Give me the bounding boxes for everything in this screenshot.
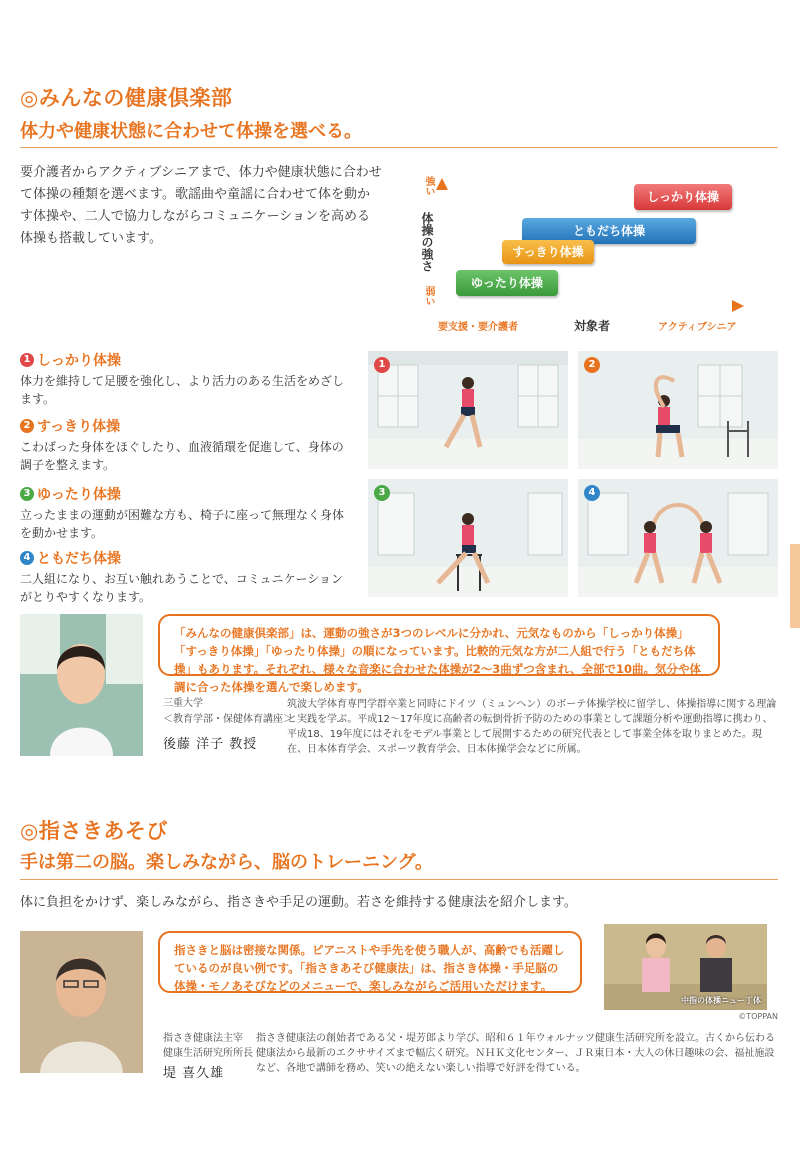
exercise-photo-image [578, 351, 778, 469]
exercise-title: ゆったり体操 [37, 487, 121, 503]
section1-divider [20, 147, 778, 148]
exercise-description: 体力を維持して足腰を強化し、より活力のある生活をめざします。 [20, 374, 345, 406]
exercise-title: しっかり体操 [37, 353, 121, 369]
professor-bio: 筑波大学体育専門学群卒業と同時にドイツ（ミュンヘン）のボーテ体操学校に留学し、体操指導に関する理論と実践を学ぶ。平成12〜17年度に高齢者の転倒骨折予防のための事業として課題分析や運動指導に携わり、平成18、19年度にはそれをモデル事業として展開するための研究代表として事業全体を取りまとめた。現在、日本体育学会、スポーツ教育学会、日本体操学会などに所属。 [287, 699, 777, 755]
x-axis-right-label: アクティブシニア [658, 322, 737, 333]
y-axis-label: 体操の強さ [420, 212, 434, 272]
instructor-portrait [20, 931, 143, 1073]
exercise-photo-3 [368, 479, 568, 597]
section1-title: ◎みんなの健康倶楽部 [20, 86, 233, 110]
exercise-description: 立ったままの運動が困難な方も、椅子に座って無理なく身体を動かせます。 [20, 508, 345, 540]
instructor-bio: 指さき健康法の創始者である父・堤芳郎より学び、昭和６１年ウォルナッツ健康生活研究所を設立。古くから伝わる健康法から最新のエクササイズまで幅広く研究。ＮＨＫ文化センター、ＪＲ東日本・大人の休日趣味の会、福祉施設など、各地で講師を務め、笑いの絶えない楽しい指導で好評を得ている。 [256, 1033, 775, 1074]
y-axis-top-label: 強い [423, 176, 434, 196]
portrait-image [20, 614, 143, 756]
box-yuttari: ゆったり体操 [456, 270, 558, 296]
number-badge: 4 [20, 551, 34, 565]
y-axis-bottom-label: 弱い [423, 286, 434, 306]
box-tomodachi: ともだち体操 [522, 218, 696, 244]
instructor-affiliation-2: 健康生活研究所所長 [163, 1048, 253, 1059]
video-still [604, 924, 767, 1010]
exercise-title: ともだち体操 [37, 551, 121, 567]
video-caption: 中指の体操ニュー丁体 [681, 996, 761, 1005]
photo-number-badge: 1 [374, 357, 390, 373]
exercise-photo-1 [368, 351, 568, 469]
instructor-affiliation-1: 指さき健康法主宰 [163, 1033, 243, 1044]
box-shikkari: しっかり体操 [634, 184, 732, 210]
exercise-item [20, 416, 350, 484]
exercise-item [20, 484, 350, 548]
section2-divider [20, 879, 778, 880]
section2-subtitle: 手は第二の脳。楽しみながら、脳のトレーニング。 [20, 852, 433, 873]
section1-quote-bubble: 「みんなの健康倶楽部」は、運動の強さが3つのレベルに分かれ、元気なものから「しっかり体操」「すっきり体操」「ゆったり体操」の順になっています。比較的元気な方が二人組で行う「ともだち体操」もあります。それぞれ、様々な音楽に合わせた体操が2〜3曲ずつ含まれ、全部で10曲。気分や体調に合った体操を選んで楽しめます。 [158, 614, 720, 676]
section2-title: ◎指さきあそび [20, 819, 168, 843]
professor-affiliation-2: ＜教育学部・保健体育講座＞ [163, 714, 293, 725]
professor-affiliation-1: 三重大学 [163, 698, 203, 709]
exercise-photo-image [368, 479, 568, 597]
exercise-photo-2 [578, 351, 778, 469]
photo-number-badge: 4 [584, 485, 600, 501]
box-sukkiri: すっきり体操 [502, 240, 594, 264]
professor-name: 後藤 洋子 教授 [163, 737, 258, 752]
number-badge: 3 [20, 487, 34, 501]
exercise-description: こわばった身体をほぐしたり、血液循環を促進して、身体の調子を整えます。 [20, 440, 344, 472]
photo-number-badge: 2 [584, 357, 600, 373]
exercise-photo-4 [578, 479, 778, 597]
number-badge: 2 [20, 419, 34, 433]
exercise-photo-image [368, 351, 568, 469]
section2-quote-bubble: 指さきと脳は密接な関係。ピアニストや手先を使う職人が、高齢でも活躍しているのが良い例です。「指さきあそび健康法」は、指さき体操・手足脳の体操・モノあそびなどのメニューで、楽しみながらご活用いただけます。 [158, 931, 582, 993]
professor-portrait [20, 614, 143, 756]
exercise-description: 二人組になり、お互い触れあうことで、コミュニケーションがとりやすくなります。 [20, 572, 344, 604]
photo-number-badge: 3 [374, 485, 390, 501]
x-axis-left-label: 要支援・要介護者 [438, 322, 518, 333]
exercise-item [20, 350, 350, 416]
section1-subtitle: 体力や健康状態に合わせて体操を選べる。 [20, 121, 362, 142]
section1-intro: 要介護者からアクティブシニアまで、体力や健康状態に合わせて体操の種類を選べます。歌謡曲や童謡に合わせて体を動かす体操や、二人で協力しながらコミュニケーションを高める体操も搭載しています。 [20, 165, 382, 246]
number-badge: 1 [20, 353, 34, 367]
exercise-title: すっきり体操 [37, 419, 121, 435]
exercise-list [20, 350, 350, 608]
portrait-image [20, 931, 143, 1073]
exercise-item [20, 548, 350, 608]
exercise-photo-image [578, 479, 778, 597]
instructor-name: 堤 喜久雄 [163, 1066, 225, 1081]
section2-intro: 体に負担をかけず、楽しみながら、指さきや手足の運動。若さを維持する健康法を紹介します。 [20, 895, 577, 910]
intensity-diagram [414, 172, 754, 332]
x-axis-center-label: 対象者 [574, 319, 611, 333]
copyright-text: ©TOPPAN [738, 1012, 778, 1021]
side-tab [790, 544, 800, 628]
